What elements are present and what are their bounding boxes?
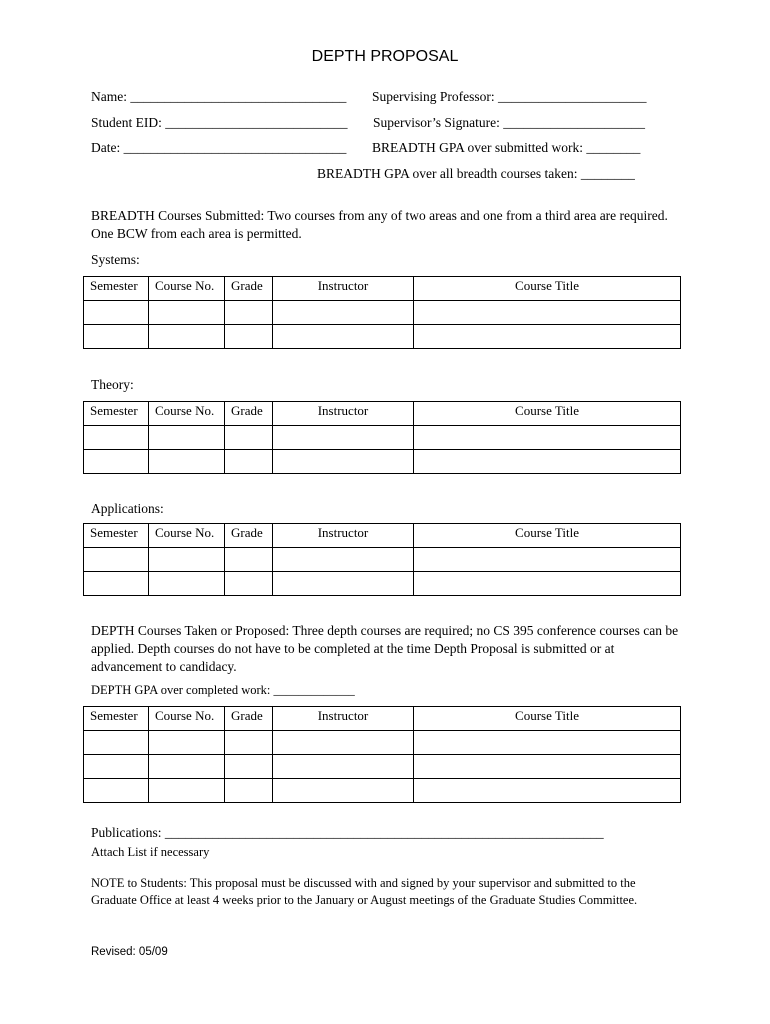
table-row [84, 301, 681, 325]
applications-course-table [83, 523, 681, 596]
supervising-professor-field[interactable]: Supervising Professor: ______________________ [372, 89, 647, 104]
table-cell[interactable] [149, 450, 225, 474]
table-cell[interactable] [273, 301, 414, 325]
col-semester: Semester [84, 524, 149, 548]
col-instructor: Instructor [273, 402, 414, 426]
table-cell[interactable] [273, 426, 414, 450]
section-label-applications: Applications: [91, 501, 164, 516]
col-instructor: Instructor [273, 707, 414, 731]
table-cell[interactable] [225, 731, 273, 755]
table-cell[interactable] [225, 572, 273, 596]
supervisor-signature-field[interactable]: Supervisor’s Signature: _____________________ [373, 115, 645, 130]
table-cell[interactable] [414, 731, 681, 755]
col-grade: Grade [225, 277, 273, 301]
table-cell[interactable] [84, 731, 149, 755]
table-cell[interactable] [225, 755, 273, 779]
table-cell[interactable] [149, 731, 225, 755]
depth-intro: DEPTH Courses Taken or Proposed: Three depth courses are required; no CS 395 conference courses can be applied. Depth courses do not have to be completed at the time Depth Proposal is submitted or at advancement to candidacy. [91, 623, 679, 674]
date-field[interactable]: Date: _________________________________ [91, 140, 347, 155]
table-row [84, 325, 681, 349]
table-cell[interactable] [84, 301, 149, 325]
col-grade: Grade [225, 524, 273, 548]
theory-course-table [83, 401, 681, 474]
table-cell[interactable] [225, 779, 273, 803]
page-title: DEPTH PROPOSAL [311, 48, 459, 65]
col-course-title: Course Title [414, 524, 681, 548]
table-row [84, 731, 681, 755]
col-course-title: Course Title [414, 402, 681, 426]
table-cell[interactable] [273, 548, 414, 572]
table-cell[interactable] [225, 548, 273, 572]
table-cell[interactable] [414, 572, 681, 596]
table-cell[interactable] [414, 755, 681, 779]
table-cell[interactable] [225, 426, 273, 450]
col-course-no: Course No. [149, 707, 225, 731]
col-course-no: Course No. [149, 402, 225, 426]
table-cell[interactable] [149, 755, 225, 779]
section-label-systems: Systems: [91, 252, 140, 267]
attach-list-note: Attach List if necessary [91, 845, 210, 859]
table-cell[interactable] [414, 301, 681, 325]
breadth-gpa-all-field[interactable]: BREADTH GPA over all breadth courses taken: ________ [317, 166, 635, 181]
table-row [84, 779, 681, 803]
table-cell[interactable] [84, 755, 149, 779]
name-field[interactable]: Name: ________________________________ [91, 89, 347, 104]
col-instructor: Instructor [273, 524, 414, 548]
note-to-students: NOTE to Students: This proposal must be discussed with and signed by your supervisor and submitted to the Graduate Office at least 4 weeks prior to the January or August meetings of the Graduate Studies Committee. [91, 876, 638, 907]
table-cell[interactable] [414, 426, 681, 450]
depth-gpa-field[interactable]: DEPTH GPA over completed work: _____________ [91, 683, 355, 697]
table-row [84, 548, 681, 572]
table-cell[interactable] [84, 779, 149, 803]
table-row [84, 450, 681, 474]
table-cell[interactable] [84, 426, 149, 450]
table-cell[interactable] [273, 731, 414, 755]
depth-course-table [83, 706, 681, 803]
section-label-theory: Theory: [91, 377, 134, 392]
table-header-row [84, 524, 681, 548]
breadth-gpa-submitted-field[interactable]: BREADTH GPA over submitted work: ________ [372, 140, 641, 155]
table-cell[interactable] [225, 450, 273, 474]
table-cell[interactable] [414, 450, 681, 474]
table-cell[interactable] [149, 548, 225, 572]
table-cell[interactable] [225, 301, 273, 325]
table-cell[interactable] [273, 779, 414, 803]
table-cell[interactable] [84, 450, 149, 474]
table-cell[interactable] [414, 548, 681, 572]
col-instructor: Instructor [273, 277, 414, 301]
table-cell[interactable] [149, 301, 225, 325]
col-course-no: Course No. [149, 524, 225, 548]
table-row [84, 572, 681, 596]
col-semester: Semester [84, 707, 149, 731]
col-semester: Semester [84, 277, 149, 301]
col-grade: Grade [225, 707, 273, 731]
table-header-row [84, 402, 681, 426]
col-grade: Grade [225, 402, 273, 426]
table-cell[interactable] [84, 572, 149, 596]
table-cell[interactable] [273, 325, 414, 349]
table-row [84, 755, 681, 779]
table-header-row [84, 277, 681, 301]
table-cell[interactable] [149, 325, 225, 349]
table-header-row [84, 707, 681, 731]
systems-course-table [83, 276, 681, 349]
student-eid-field[interactable]: Student EID: ___________________________ [91, 115, 348, 130]
table-cell[interactable] [273, 755, 414, 779]
table-cell[interactable] [149, 572, 225, 596]
table-cell[interactable] [273, 572, 414, 596]
col-course-title: Course Title [414, 277, 681, 301]
publications-field[interactable]: Publications: _________________________________________________________________ [91, 825, 604, 840]
table-cell[interactable] [273, 450, 414, 474]
table-row [84, 426, 681, 450]
table-cell[interactable] [225, 325, 273, 349]
table-cell[interactable] [149, 426, 225, 450]
revised-date: Revised: 05/09 [91, 946, 168, 958]
col-semester: Semester [84, 402, 149, 426]
table-cell[interactable] [414, 325, 681, 349]
col-course-title: Course Title [414, 707, 681, 731]
col-course-no: Course No. [149, 277, 225, 301]
table-cell[interactable] [84, 325, 149, 349]
table-cell[interactable] [84, 548, 149, 572]
table-cell[interactable] [414, 779, 681, 803]
table-cell[interactable] [149, 779, 225, 803]
breadth-intro: BREADTH Courses Submitted: Two courses from any of two areas and one from a third area are required. One BCW from each area is permitted. [91, 208, 668, 241]
